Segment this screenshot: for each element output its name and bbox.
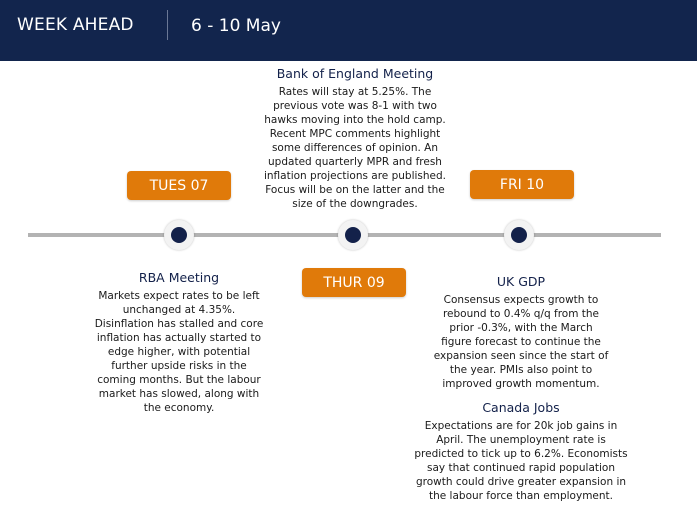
event-text-rba: Markets expect rates to be left unchanged at 4.35%. Disinflation has stalled and core inflation has actually started to edge higher, with potential further upside risks in the coming months. But the labour market has slowed, along with the economy.: [94, 290, 264, 414]
event-title-canada-jobs: Canada Jobs: [482, 400, 560, 415]
event-title-rba: RBA Meeting: [138, 270, 220, 285]
event-text-boe: Rates will stay at 5.25%. The previous vote was 8-1 with two hawks moving into the hold camp. Recent MPC comments highlight some differences of opinion. An updated quarterly MPR and fresh inflation projections are published. Focus will be on the latter and the size of the downgrades.: [263, 86, 447, 210]
event-rba: [93, 270, 265, 415]
event-title-boe: Bank of England Meeting: [276, 66, 434, 81]
header-bar: [0, 0, 697, 61]
day-label-fri: FRI 10: [470, 170, 574, 199]
header-divider: [167, 10, 168, 40]
header-date-range: 6 - 10 May: [191, 16, 281, 36]
event-canada-jobs: [413, 400, 629, 503]
timeline-dot-tues: [164, 220, 194, 250]
event-text-canada-jobs: Expectations are for 20k job gains in April. The unemployment rate is predicted to tick up to 6.2%. Economists say that continued rapid population growth could drive greater expansion in the labour force than employment.: [414, 420, 628, 502]
day-label-tues: TUES 07: [127, 171, 231, 200]
timeline-dot-thur: [338, 220, 368, 250]
event-boe: [257, 66, 453, 211]
day-label-thur: THUR 09: [302, 268, 406, 297]
event-uk-gdp: [433, 274, 609, 391]
event-text-uk-gdp: Consensus expects growth to rebound to 0.4% q/q from the prior -0.3%, with the March figure forecast to continue the expansion seen since the start of the year. PMIs also point to improved growth momentum.: [433, 294, 609, 390]
event-title-uk-gdp: UK GDP: [496, 274, 546, 289]
header-title: WEEK AHEAD: [17, 15, 134, 35]
timeline-dot-fri: [504, 220, 534, 250]
